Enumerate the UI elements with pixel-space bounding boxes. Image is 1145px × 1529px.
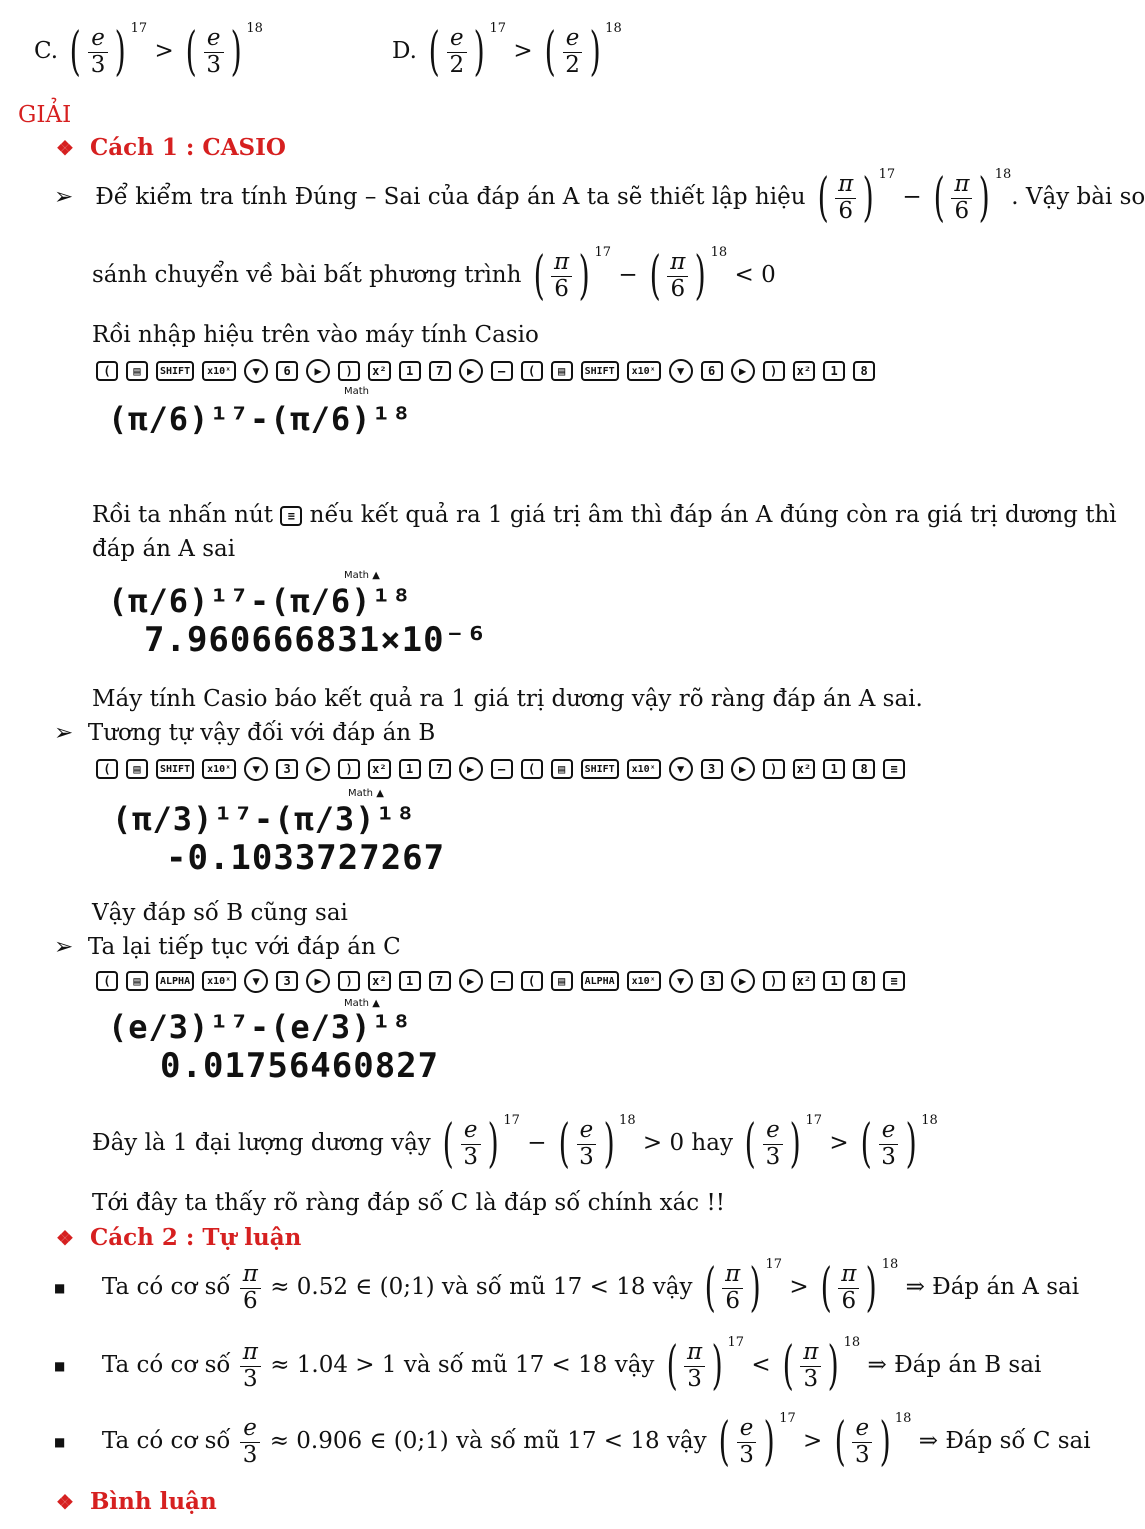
calc-display-3: (π/3)¹⁷-(π/3)¹⁸ -0.1033727267 xyxy=(112,800,446,878)
cach1-para4c: đáp án A sai xyxy=(92,536,236,562)
right-arrow-key: ▶ xyxy=(459,359,483,383)
digit-key: 6 xyxy=(276,361,298,381)
open-paren-key: ( xyxy=(96,361,118,381)
shift-key: SHIFT xyxy=(581,361,619,381)
cach1-para5: Máy tính Casio báo kết quả ra 1 giá trị dương vậy rõ ràng đáp án A sai. xyxy=(92,686,923,712)
diamond-bullet-icon: ❖ xyxy=(56,1226,74,1250)
math-indicator: Math xyxy=(344,386,370,397)
cach2-line2: ■ Ta có cơ số $\frac{\pi}{3}$ ≈ 1.04 > 1 và số mũ 17 < 18 vậy ( $\frac{\pi}{3}$ ) $^{17}$ < ( $\frac{\pi}{3}$ ) $^{18}$ ⇒ Đáp án B sai xyxy=(54,1335,1042,1396)
digit-key: 6 xyxy=(701,361,723,381)
digit-key: 1 xyxy=(823,361,845,381)
math-indicator: Math ▲ xyxy=(344,570,380,581)
arrow-bullet-icon: ➢ xyxy=(54,720,74,746)
cach2-line3: ■ Ta có cơ số $\frac{e}{3}$ ≈ 0.906 ∈ (0;1) và số mũ 17 < 18 vậy ( $\frac{e}{3}$ ) $^{17}$ > ( $\frac{e}{3}$ ) $^{18}$ ⇒ Đáp số C sai xyxy=(54,1411,1091,1472)
square-bullet-icon: ■ xyxy=(54,1359,66,1373)
arrow-bullet-icon: ➢ xyxy=(54,184,74,210)
cach1-para2: sánh chuyển về bài bất phương trình ( $\frac{\pi}{6}$ ) $^{17}$ − ( $\frac{\pi}{6}$ ) $^{18}$ < 0 xyxy=(92,245,776,306)
square-bullet-icon: ■ xyxy=(54,1435,66,1449)
close-paren-key: ) xyxy=(763,361,785,381)
x10-key: x10ˣ xyxy=(202,361,236,381)
calc-display-2: (π/6)¹⁷-(π/6)¹⁸ 7.960666831×10⁻⁶ xyxy=(108,582,488,660)
option-d: D. ( $\frac{e}{2}$ ) $^{17}$ > ( $\frac{e}{2}$ ) $^{18}$ xyxy=(392,21,622,82)
x10-key: x10ˣ xyxy=(627,361,661,381)
cach1-para3: Rồi nhập hiệu trên vào máy tính Casio xyxy=(92,322,539,348)
cach1-heading: ❖ Cách 1 : CASIO xyxy=(56,134,286,161)
cach1-para10: Tới đây ta thấy rõ ràng đáp số C là đáp số chính xác !! xyxy=(92,1190,725,1216)
cach1-para4: Rồi ta nhấn nút ≡ nếu kết quả ra 1 giá trị âm thì đáp án A đúng còn ra giá trị dương thì xyxy=(92,502,1117,528)
calc-display-1: (π/6)¹⁷-(π/6)¹⁸ xyxy=(108,400,412,438)
right-arrow-key: ▶ xyxy=(306,359,330,383)
calc-display-4: (e/3)¹⁷-(e/3)¹⁸ 0.01756460827 xyxy=(108,1008,440,1086)
down-arrow-key: ▼ xyxy=(244,359,268,383)
cach1-para6: ➢ Tương tự vậy đối với đáp án B xyxy=(54,720,436,746)
square-key: x² xyxy=(793,361,815,381)
binh-luan-heading: ❖ Bình luận xyxy=(56,1488,217,1515)
fraction-key: ▤ xyxy=(551,361,573,381)
cach1-para1: ➢ Để kiểm tra tính Đúng – Sai của đáp án A ta sẽ thiết lập hiệu ( $\frac{\pi}{6}$ ) $^{17}$ − ( $\frac{\pi}{6}$ ) $^{18}$. Vậy bài so xyxy=(54,167,1145,228)
right-arrow-key: ▶ xyxy=(731,359,755,383)
digit-key: 7 xyxy=(429,361,451,381)
shift-key: SHIFT xyxy=(156,361,194,381)
equals-key-icon: ≡ xyxy=(280,506,302,526)
diamond-bullet-icon: ❖ xyxy=(56,136,74,160)
cach1-para9: Đây là 1 đại lượng dương vậy ( $\frac{e}{3}$ ) $^{17}$ − ( $\frac{e}{3}$ ) $^{18}$ > 0 hay ( $\frac{e}{3}$ ) $^{17}$ > ( $\frac{e}{3}$ ) $^{18}$ xyxy=(92,1113,938,1174)
diamond-bullet-icon: ❖ xyxy=(56,1490,74,1514)
square-bullet-icon: ■ xyxy=(54,1281,66,1295)
option-c: C. ( $\frac{e}{3}$ ) $^{17}$ > ( $\frac{e}{3}$ ) $^{18}$ xyxy=(34,21,263,82)
key-sequence-3: ( ▤ ALPHA x10ˣ ▼ 3 ▶ ) x² 1 7 ▶ — ( ▤ ALPHA x10ˣ ▼ 3 ▶ ) x² 1 8 ≡ xyxy=(96,968,905,994)
cach2-line1: ■ Ta có cơ số $\frac{\pi}{6}$ ≈ 0.52 ∈ (0;1) và số mũ 17 < 18 vậy ( $\frac{\pi}{6}$ ) $^{17}$ > ( $\frac{\pi}{6}$ ) $^{18}$ ⇒ Đáp án A sai xyxy=(54,1257,1080,1318)
down-arrow-key: ▼ xyxy=(669,359,693,383)
cach2-heading: ❖ Cách 2 : Tự luận xyxy=(56,1224,302,1251)
key-sequence-2: ( ▤ SHIFT x10ˣ ▼ 3 ▶ ) x² 1 7 ▶ — ( ▤ SHIFT x10ˣ ▼ 3 ▶ ) x² 1 8 ≡ xyxy=(96,756,905,782)
math-indicator: Math ▲ xyxy=(344,998,380,1009)
cach1-para7: Vậy đáp số B cũng sai xyxy=(92,900,348,926)
giai-heading: GIẢI xyxy=(18,102,72,128)
square-key: x² xyxy=(368,361,390,381)
minus-key: — xyxy=(491,361,513,381)
digit-key: 1 xyxy=(399,361,421,381)
digit-key: 8 xyxy=(853,361,875,381)
math-indicator: Math ▲ xyxy=(348,788,384,799)
open-paren-key: ( xyxy=(521,361,543,381)
cach1-para8: ➢ Ta lại tiếp tục với đáp án C xyxy=(54,934,401,960)
key-sequence-1 xyxy=(96,358,875,384)
close-paren-key: ) xyxy=(338,361,360,381)
fraction-key: ▤ xyxy=(126,361,148,381)
arrow-bullet-icon: ➢ xyxy=(54,934,74,960)
